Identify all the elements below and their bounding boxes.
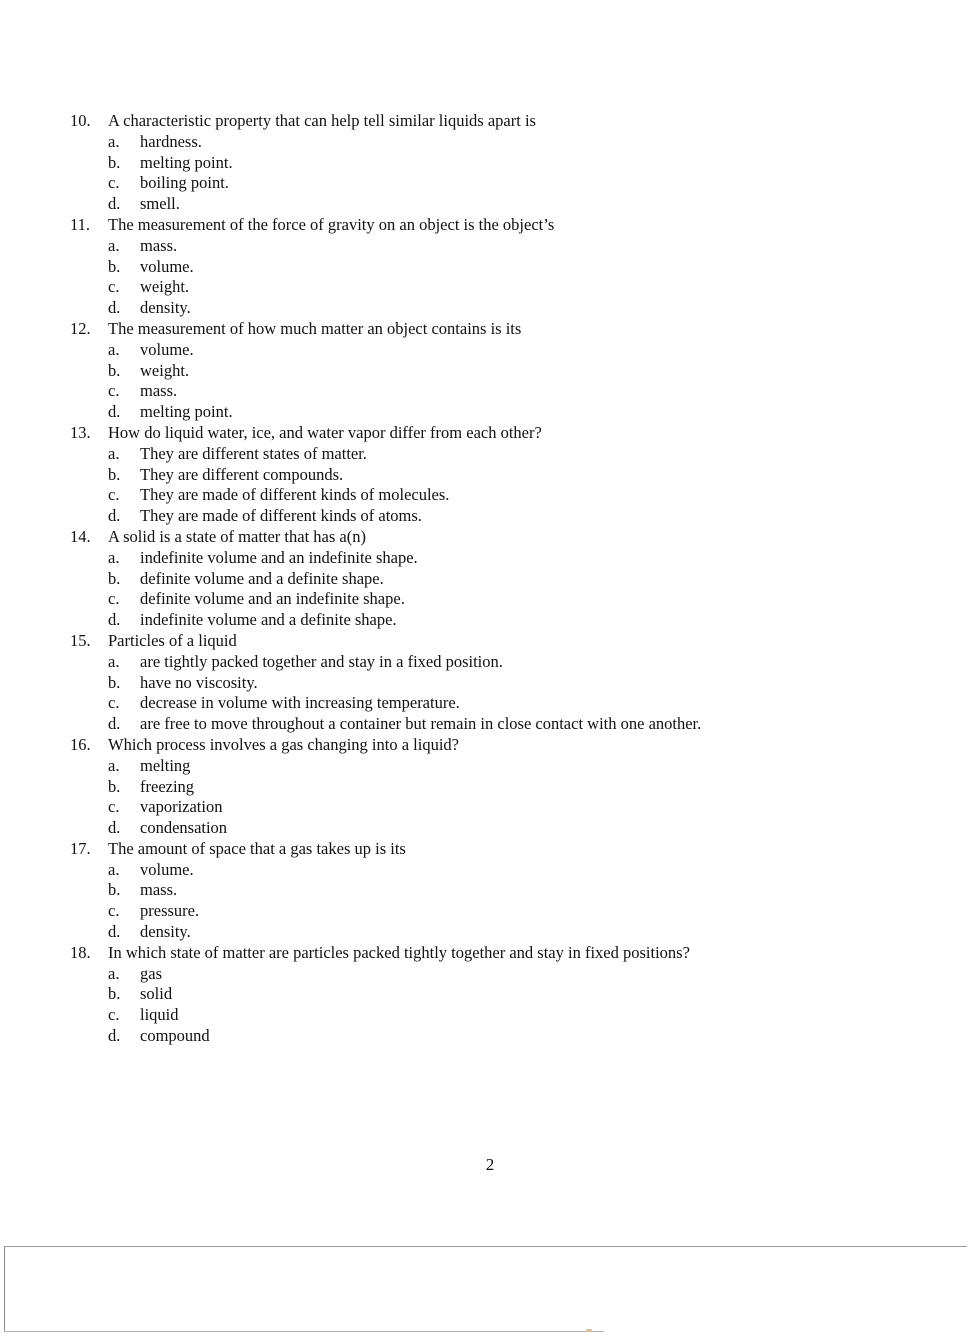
option-text: gas — [140, 963, 162, 983]
option-letter: d. — [108, 818, 121, 838]
question-stem — [70, 111, 950, 132]
answer-option — [70, 797, 950, 818]
question-text: In which state of matter are particles packed tightly together and stay in fixed positions? — [108, 942, 690, 962]
option-letter: d. — [108, 922, 121, 942]
answer-option — [70, 569, 950, 590]
option-text: liquid — [140, 1005, 179, 1025]
question-list — [70, 111, 950, 1047]
option-text: indefinite volume and a definite shape. — [140, 610, 397, 630]
option-text: condensation — [140, 818, 228, 838]
option-letter: a. — [108, 547, 120, 567]
option-letter: b. — [108, 568, 121, 588]
option-text: mass. — [140, 880, 178, 900]
option-letter: b. — [108, 464, 121, 484]
scan-edge-frame — [4, 1246, 967, 1331]
option-text: They are made of different kinds of molecules. — [140, 485, 450, 505]
question-stem — [70, 423, 950, 444]
answer-option — [70, 860, 950, 881]
option-text: melting point. — [140, 152, 233, 172]
option-text: mass. — [140, 381, 178, 401]
option-text: solid — [140, 984, 173, 1004]
option-text: indefinite volume and an indefinite shape. — [140, 547, 418, 567]
question-stem — [70, 735, 950, 756]
answer-option — [70, 922, 950, 943]
option-letter: c. — [108, 901, 120, 921]
option-letter: c. — [108, 589, 120, 609]
answer-option — [70, 444, 950, 465]
question-text: How do liquid water, ice, and water vapor differ from each other? — [108, 422, 542, 442]
answer-option — [70, 194, 950, 215]
option-letter: b. — [108, 256, 121, 276]
option-text: They are made of different kinds of atoms. — [140, 506, 422, 526]
option-text: definite volume and an indefinite shape. — [140, 589, 405, 609]
option-letter: c. — [108, 693, 120, 713]
option-text: volume. — [140, 339, 194, 359]
answer-option — [70, 132, 950, 153]
option-text: mass. — [140, 235, 178, 255]
option-letter: a. — [108, 443, 120, 463]
question-number: 16. — [70, 734, 91, 754]
answer-option — [70, 257, 950, 278]
answer-option — [70, 548, 950, 569]
option-text: are tightly packed together and stay in a fixed position. — [140, 651, 503, 671]
option-text: weight. — [140, 277, 190, 297]
answer-option — [70, 984, 950, 1005]
question-17 — [70, 839, 950, 943]
question-text: The measurement of the force of gravity on an object is the object’s — [108, 214, 555, 234]
option-text: freezing — [140, 776, 195, 796]
option-text: definite volume and a definite shape. — [140, 568, 384, 588]
answer-option — [70, 777, 950, 798]
answer-option — [70, 277, 950, 298]
option-letter: d. — [108, 610, 121, 630]
option-letter: d. — [108, 1026, 121, 1046]
question-16 — [70, 735, 950, 839]
answer-option — [70, 901, 950, 922]
option-text: melting — [140, 755, 191, 775]
option-text: They are different compounds. — [140, 464, 344, 484]
option-text: vaporization — [140, 797, 223, 817]
answer-option — [70, 673, 950, 694]
question-number: 15. — [70, 630, 91, 650]
answer-option — [70, 173, 950, 194]
option-text: density. — [140, 298, 191, 318]
answer-option — [70, 756, 950, 777]
question-14 — [70, 527, 950, 631]
answer-option — [70, 485, 950, 506]
answer-option — [70, 693, 950, 714]
answer-option — [70, 610, 950, 631]
question-text: The amount of space that a gas takes up is its — [108, 838, 406, 858]
question-number: 14. — [70, 526, 91, 546]
answer-option — [70, 298, 950, 319]
question-text: Which process involves a gas changing into a liquid? — [108, 734, 459, 754]
option-text: smell. — [140, 194, 180, 214]
option-text: density. — [140, 922, 191, 942]
option-letter: d. — [108, 194, 121, 214]
option-letter: c. — [108, 797, 120, 817]
answer-option — [70, 714, 950, 735]
answer-option — [70, 964, 950, 985]
option-text: decrease in volume with increasing temperature. — [140, 693, 460, 713]
answer-option — [70, 153, 950, 174]
question-13 — [70, 423, 950, 527]
option-letter: a. — [108, 859, 120, 879]
option-letter: d. — [108, 298, 121, 318]
question-11 — [70, 215, 950, 319]
answer-option — [70, 1026, 950, 1047]
option-letter: a. — [108, 339, 120, 359]
option-letter: b. — [108, 672, 121, 692]
answer-option — [70, 402, 950, 423]
option-text: volume. — [140, 859, 194, 879]
option-letter: d. — [108, 402, 121, 422]
answer-option — [70, 506, 950, 527]
option-letter: a. — [108, 131, 120, 151]
answer-option — [70, 880, 950, 901]
answer-option — [70, 652, 950, 673]
scan-edge-line — [4, 1331, 604, 1332]
question-number: 18. — [70, 942, 91, 962]
option-text: are free to move throughout a container but remain in close contact with one another. — [140, 714, 702, 734]
option-text: hardness. — [140, 131, 202, 151]
option-text: volume. — [140, 256, 194, 276]
question-number: 11. — [70, 214, 91, 234]
option-letter: a. — [108, 651, 120, 671]
answer-option — [70, 818, 950, 839]
option-letter: a. — [108, 963, 120, 983]
option-letter: c. — [108, 1005, 120, 1025]
question-stem — [70, 631, 950, 652]
question-text: A solid is a state of matter that has a(n) — [108, 526, 366, 546]
option-letter: c. — [108, 173, 120, 193]
answer-option — [70, 1005, 950, 1026]
question-number: 10. — [70, 111, 91, 130]
question-number: 13. — [70, 422, 91, 442]
option-letter: b. — [108, 776, 121, 796]
answer-option — [70, 361, 950, 382]
question-stem — [70, 943, 950, 964]
option-text: boiling point. — [140, 173, 229, 193]
option-text: melting point. — [140, 402, 233, 422]
option-letter: a. — [108, 755, 120, 775]
question-text: Particles of a liquid — [108, 630, 237, 650]
option-letter: c. — [108, 381, 120, 401]
option-letter: b. — [108, 880, 121, 900]
question-number: 12. — [70, 318, 91, 338]
answer-option — [70, 465, 950, 486]
answer-option — [70, 589, 950, 610]
option-letter: d. — [108, 714, 121, 734]
option-letter: c. — [108, 485, 120, 505]
question-10 — [70, 111, 950, 215]
option-text: They are different states of matter. — [140, 443, 367, 463]
question-text: A characteristic property that can help tell similar liquids apart is — [108, 111, 536, 130]
option-text: compound — [140, 1026, 210, 1046]
question-stem — [70, 215, 950, 236]
answer-option — [70, 236, 950, 257]
option-letter: d. — [108, 506, 121, 526]
option-letter: a. — [108, 235, 120, 255]
option-letter: b. — [108, 152, 121, 172]
question-12 — [70, 319, 950, 423]
option-text: pressure. — [140, 901, 200, 921]
option-letter: c. — [108, 277, 120, 297]
question-stem — [70, 527, 950, 548]
question-number: 17. — [70, 838, 91, 858]
option-letter: b. — [108, 984, 121, 1004]
question-text: The measurement of how much matter an object contains is its — [108, 318, 522, 338]
question-stem — [70, 319, 950, 340]
option-letter: b. — [108, 360, 121, 380]
question-15 — [70, 631, 950, 735]
option-text: have no viscosity. — [140, 672, 258, 692]
answer-option — [70, 381, 950, 402]
scan-speck — [586, 1329, 592, 1332]
page-number: 2 — [485, 1155, 495, 1174]
question-stem — [70, 839, 950, 860]
answer-option — [70, 340, 950, 361]
question-18 — [70, 943, 950, 1047]
option-text: weight. — [140, 360, 190, 380]
